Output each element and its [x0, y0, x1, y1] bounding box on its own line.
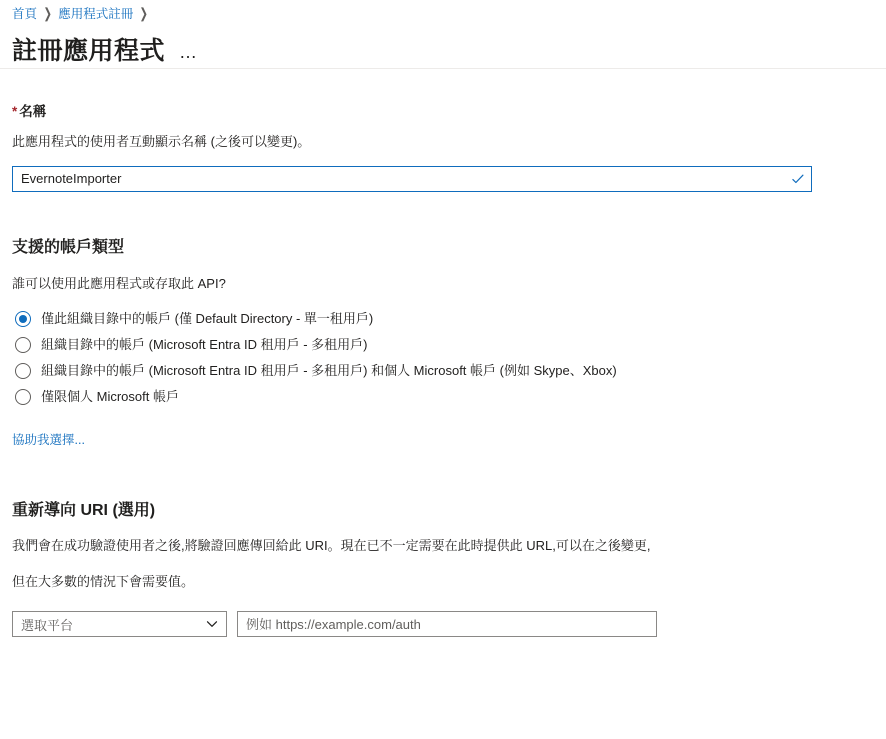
redirect-uri-section	[12, 497, 874, 638]
account-types-radio-group	[12, 306, 874, 410]
platform-select-value: 選取平台	[21, 617, 74, 633]
radio-label: 組織目錄中的帳戶 (Microsoft Entra ID 租用戶 - 多租用戶)	[41, 337, 368, 353]
radio-button[interactable]	[15, 389, 31, 405]
page-title: 註冊應用程式	[12, 37, 166, 65]
breadcrumb-item-app-registrations[interactable]: 應用程式註冊	[58, 7, 134, 21]
account-types-heading: 支援的帳戶類型	[12, 238, 125, 256]
name-input[interactable]	[21, 171, 791, 186]
form-content	[0, 100, 886, 681]
breadcrumb	[0, 0, 886, 22]
chevron-right-icon: ❯	[43, 6, 52, 22]
more-options-button[interactable]: …	[179, 42, 199, 62]
breadcrumb-item-home[interactable]: 首頁	[12, 7, 38, 21]
radio-option-multitenant[interactable]	[12, 332, 874, 358]
header-divider	[0, 68, 886, 69]
page-header	[0, 22, 886, 64]
radio-option-single-tenant[interactable]	[12, 306, 874, 332]
radio-button[interactable]	[15, 363, 31, 379]
name-section	[12, 100, 874, 192]
radio-button[interactable]	[15, 337, 31, 353]
redirect-uri-input[interactable]	[246, 617, 648, 632]
redirect-uri-helper-line1: 我們會在成功驗證使用者之後,將驗證回應傳回給此 URI。現在已不一定需要在此時提供此 URL,可以在之後變更,	[12, 537, 651, 553]
radio-label: 僅限個人 Microsoft 帳戶	[41, 389, 179, 405]
radio-option-multitenant-and-personal[interactable]	[12, 358, 874, 384]
account-types-question: 誰可以使用此應用程式或存取此 API?	[12, 275, 226, 291]
redirect-uri-helper-line2: 但在大多數的情況下會需要值。	[12, 573, 195, 589]
platform-select[interactable]	[12, 611, 227, 637]
required-indicator: *	[12, 104, 18, 119]
name-helper-text: 此應用程式的使用者互動顯示名稱 (之後可以變更)。	[12, 134, 311, 149]
account-types-section	[12, 234, 874, 449]
name-input-wrapper[interactable]	[12, 166, 812, 192]
radio-button-selected[interactable]	[15, 311, 31, 327]
chevron-right-icon: ❯	[139, 6, 149, 22]
redirect-uri-inputs-row	[12, 611, 874, 637]
checkmark-icon	[791, 172, 805, 186]
radio-label: 組織目錄中的帳戶 (Microsoft Entra ID 租用戶 - 多租用戶) 和個人 Microsoft 帳戶 (例如 Skype、Xbox)	[41, 363, 617, 379]
redirect-uri-heading: 重新導向 URI (選用)	[12, 501, 156, 519]
bottom-blank-area	[0, 640, 886, 739]
help-me-choose-link[interactable]: 協助我選擇...	[12, 432, 85, 447]
name-label-text: 名稱	[19, 104, 47, 119]
name-label	[12, 100, 874, 120]
redirect-uri-input-wrapper[interactable]	[237, 611, 657, 637]
chevron-down-icon	[206, 618, 218, 630]
radio-option-personal-only[interactable]	[12, 384, 874, 410]
radio-label: 僅此組織目錄中的帳戶 (僅 Default Directory - 單一租用戶)	[41, 311, 374, 327]
